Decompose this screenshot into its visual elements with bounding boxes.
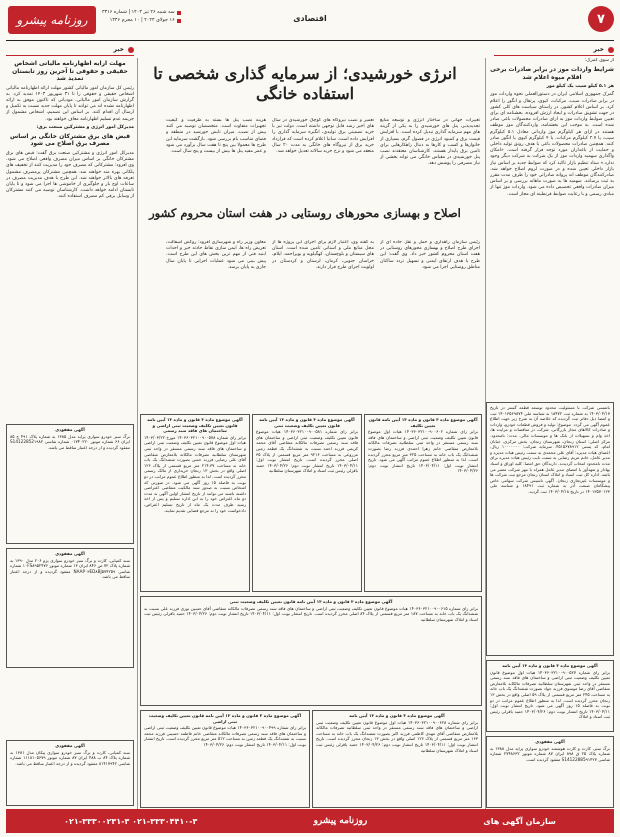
- ad-text: برابر رای شماره ۱۴۰۳۶۰۳۲۱۰۰۹۰۰۴۹۹ هیات موضوع قانون تعیین تکلیف وضعیت ثبتی اراضی و ساختمان های فاقد سند رسمی تصرفات مالکانه متقاضی خانم فاطمه حسینی فرزند محمد نسبت به ششدانگ یک قطعه زمین به مساحت ۵۱۲ متر مربع محرز گردیده است. تاریخ انتشار نوبت اول: ۱۴۰۳/۰۴/۱۱ تاریخ انتشار نوبت دوم: ۱۴۰۳/۰۴/۲۶: [144, 725, 307, 747]
- tax-title: مهلت ارایه اظهارنامه مالیاتی اشخاص حقیقی و حقوقی تا آخرین روز تابستان تمدید شد: [12, 60, 128, 82]
- roads-article-col-2: به گفته وی، اعتبار لازم برای اجرای این پروژه ها از محل منابع ملی و استانی تامین شده است. استان های سیستان و بلوچستان، کهگیلویه و بویراحمد، ایلام، خراسان جنوبی، کرمان، لرستان و کردستان در اولویت اجرای طرح قرار دارند.: [272, 240, 374, 270]
- article-subtitle: هر ۵.۱ کیلو سیب یک کیلو موز: [546, 84, 614, 90]
- solar-article-col-1: تغییرات جهانی در ساختار انرژی و توسعه منابع تجدیدپذیر، پنل های خورشیدی را به یکی از گزینه های مهم سرمایه گذاری تبدیل کرده است. با افزایش قیمت برق و کمبود انرژی در فصول گرم، بسیاری از خانوارها و کسب و کارها به دنبال راهکارهایی برای تامین برق پایدار هستند. کارشناسان معتقدند نصب پنل خورشیدی در مقیاس خانگی می تواند بخشی از نیاز مصرفی را پوشش دهد.: [380, 118, 480, 167]
- date-bullet: [177, 19, 181, 23]
- arrow-icon: [608, 47, 614, 53]
- registration-notice: [486, 660, 614, 732]
- ad-text: برابر رای شماره ۱۴۰۳۶۰۳۲۱۰۰۹۰۰۵۷۸ مورخ ۱۴۰۳/۰۳/۲۲ هیات اول موضوع قانون تعیین تکلیف وضعیت ثبتی اراضی و ساختمان های فاقد سند رسمی مستقر در واحد ثبتی شهرستان سلطانیه تصرفات مالکانه بلامعارض متقاضی آقای علی رضایی فرزند حسن بصورت ششدانگ یک باب خانه به مساحت ۲۱۴.۳۷ متر مربع قسمتی از پلاک ۱۲۶ اصلی واقع در بخش ۱۳ زنجان خریداری از مالک رسمی محرز گردیده است. لذا به منظور اطلاع عموم مراتب در دو نوبت به فاصله ۱۵ روز آگهی می شود. در صورتی که اشخاص نسبت به صدور سند مالکیت متقاضی اعتراضی داشته باشند می توانند از تاریخ انتشار اولین آگهی به مدت دو ماه اعتراض خود را به این اداره تسلیم و پس از اخذ رسید ظرف مدت یک ماه از تاریخ تسلیم اعتراض، دادخواست خود را به مرجع قضایی تقدیم نمایند.: [144, 434, 247, 513]
- second-headline: اصلاح و بهسازی محورهای روستایی در هفت استان محروم کشور: [149, 206, 461, 220]
- lost-doc-ad: [6, 548, 134, 668]
- registration-notice: [140, 710, 310, 808]
- solar-article-col-3: هزینه نصب پنل ها بسته به ظرفیت و کیفیت تجهیزات متفاوت است. متخصصان توصیه می کنند پیش از نصب، میزان تابش خورشید در منطقه و فضای مناسب بام بررسی شود. بازگشت سرمایه این طرح ها معمولا بین پنج تا هفت سال برآورد می شود و عمر مفید پنل ها بیش از بیست و پنج سال است.: [166, 118, 266, 155]
- solar-article-col-2: تعمیر و نصب نیروگاه های کوچک خورشیدی در سال های اخیر رشد قابل توجهی داشته است. دولت نیز با خرید تضمینی برق تولیدی، انگیزه سرمایه گذاری را افزایش داده است. ساتبا اعلام کرده است که قرارداد خرید برق از نیروگاه های خانگی به مدت ۲۰ سال منعقد می شود و نرخ خرید سالانه تعدیل خواهد شد.: [272, 118, 374, 155]
- ad-title: آگهی مفقودی: [55, 427, 85, 432]
- right-column-bar: [494, 46, 614, 56]
- ad-title: آگهی موضوع ماده ۳ قانون و ماده ۱۳ آیین نامه: [349, 713, 445, 718]
- page-header: [6, 4, 614, 41]
- ad-text: برابر رای شماره ۱۴۰۳۶۰۳۲۱۰۰۹۰۰۶۲۸ هیات اول موضوع قانون تعیین تکلیف وضعیت ثبتی اراضی و ساختمان های فاقد سند رسمی مستقر در واحد ثبتی سلطانیه تصرفات مالکانه بلامعارض متقاضی آقای مهدی کاظمی فرزند اکبر بصورت ششدانگ یک باب خانه به مساحت ۱۶۳ متر مربع قسمتی از پلاک ۱۲۶ اصلی واقع در بخش ۱۳ زنجان محرز گردیده است. تاریخ انتشار نوبت اول: ۱۴۰۳/۰۴/۱۱ تاریخ انتشار نوبت دوم: ۱۴۰۳/۰۴/۲۶ حمید باقرلی رئیس ثبت اسناد و املاک شهرستان سلطانیه: [316, 719, 478, 753]
- ad-title: آگهی مفقودی: [55, 743, 85, 748]
- main-headline: انرژی خورشیدی؛ از سرمایه گذاری شخصی تا استفاده خانگی: [153, 64, 457, 103]
- page-number: ۷: [588, 6, 614, 32]
- company-registration-notice: [486, 402, 614, 656]
- footer-label: سازمان آگهی های: [483, 816, 556, 826]
- date-bullet: [177, 11, 181, 15]
- ad-title: آگهی موضوع ماده ۳ قانون و ماده ۱۳ آیین نامه قانون تعیین تکلیف وضعیت ثبتی اراضی و ساختمان های فاقد سند رسمی: [147, 417, 243, 434]
- date-persian: سه شنبه ۲۶ تیر ۱۴۰۳ | شماره ۳۳۱۶: [102, 10, 175, 15]
- ad-text: برگ سبز خودرو سواری پراید مدل ۱۳۸۵ به شماره پلاک ۴۹۱ ج ۸۵ ایران ۶۶ شماره موتور ۰۱۷۴۰۲۲۰ شماره شاسی S14122852۱۹۸۲ مفقود گردیده و از درجه اعتبار ساقط می باشد.: [10, 433, 130, 450]
- column-divider: [137, 58, 138, 818]
- registration-notice: [140, 596, 482, 706]
- ads-footer-banner: [6, 809, 614, 833]
- customs-article: [490, 58, 614, 398]
- roads-article-col-1: رئیس سازمان راهداری و حمل و نقل جاده ای از اجرای طرح اصلاح و بهسازی محورهای روستایی در هفت استان محروم کشور خبر داد. وی گفت: این طرح با هدف ارتقای ایمنی و تسهیل تردد ساکنان مناطق روستایی اجرا می شود.: [380, 240, 480, 270]
- lost-doc-ad: [486, 736, 614, 808]
- left-column-bar: [6, 46, 134, 56]
- right-bar-label: خبر: [593, 46, 604, 53]
- ad-title: آگهی موضوع ماده ۳ قانون و ماده ۱۳ آیین نامه: [502, 663, 598, 668]
- ad-title: آگهی موضوع ماده ۳ قانون و ماده ۱۳ آیین نامه قانون تعیین تکلیف وضعیت ثبتی: [259, 417, 355, 428]
- energy-kicker: مدیرکل امور انرژی و مشترکین صنعت برق:: [36, 124, 134, 130]
- article-title: شرایط واردات موز در برابر صادرات برخی اقلام میوه اعلام شد: [490, 66, 614, 81]
- ad-text: برابر رای شماره ۱۴۰۳۶۰۳۲۱۰۰۹۰۰۶۰۲ هیات اول موضوع قانون تعیین تکلیف وضعیت ثبتی اراضی و ساختمان های فاقد سند رسمی مستقر در واحد ثبتی سلطانیه تصرفات مالکانه بلامعارض متقاضی خانم زهرا احمدی فرزند رضا بصورت ششدانگ یک باب خانه به مساحت ۳۲۵ متر مربع محرز گردیده است. لذا به منظور اطلاع عموم مراتب آگهی می شود. تاریخ انتشار نوبت اول: ۱۴۰۳/۰۴/۱۱ تاریخ انتشار نوبت دوم: ۱۴۰۳/۰۴/۲۶: [368, 429, 478, 474]
- ad-text: برابر رای شماره ۱۴۰۳۶۰۳۲۱۰۰۹۰۰۵۲۷ هیات اول موضوع قانون تعیین تکلیف وضعیت ثبتی اراضی و ساختمان های فاقد سند رسمی مستقر در واحد ثبتی شهرستان سلطانیه تصرفات مالکانه بلامعارض متقاضی آقای رضا موسوی فرزند جواد بصورت ششدانگ یک باب خانه به مساحت ۲۴۵ متر مربع قسمتی از پلاک ۵۹ اصلی واقع در بخش ۱۳ زنجان محرز گردیده است. لذا به منظور اطلاع عموم مراتب در دو نوبت به فاصله ۱۵ روز آگهی می شود. تاریخ انتشار نوبت اول: ۱۴۰۳/۰۴/۱۱ تاریخ انتشار نوبت دوم: ۱۴۰۳/۰۴/۲۶ حمید باقرلی رئیس ثبت اسناد و املاک: [490, 669, 611, 720]
- ad-title: آگهی موضوع ماده ۳ قانون و ماده ۱۳ آیین نامه قانون تعیین تکلیف وضعیت ثبتی: [229, 599, 393, 604]
- issue-dates: [102, 9, 181, 25]
- newspaper-logo: روزنامه پیشرو: [8, 6, 96, 34]
- ad-text: سند کمپانی، کارت و برگ سبز خودرو سواری پژو ۲۰۶ مدل ۱۳۹۰ به شماره پلاک ۷۲ ص ۸۴۶ ایران ۱۳ شماره موتور ۱۰FS۸۹۵۲۴۷۶ شماره شاسی NAAP۰۳ED۸BJ۵۷۴۲۵۹ مفقود گردیده و از درجه اعتبار ساقط می باشد.: [10, 557, 130, 580]
- date-gregorian: ۱۶ جولای ۲۰۲۴ | ۱۰ محرم ۱۴۴۶: [109, 18, 175, 23]
- ad-title: آگهی مفقودی: [55, 551, 85, 556]
- ad-title: آگهی مفقودی: [535, 739, 565, 744]
- ad-text: برابر رای شماره ۱۴۰۳۶۰۳۲۱۰۰۹۰۰۵۸۱ هیات موضوع قانون تعیین تکلیف وضعیت ثبتی اراضی و ساختمان های فاقد سند رسمی تصرفات مالکانه متقاضی آقای محمد کریمی فرزند احمد نسبت به ششدانگ یک قطعه زمین مزروعی به مساحت ۹۲۱۶ متر مربع قسمتی از پلاک ۳۵ اصلی محرز گردیده است. تاریخ انتشار نوبت اول: ۱۴۰۳/۰۴/۱۱ تاریخ انتشار نوبت دوم: ۱۴۰۳/۰۴/۲۶ حمید باقرلی رئیس ثبت اسناد و املاک شهرستان سلطانیه: [256, 429, 358, 474]
- registration-notice: [312, 710, 482, 808]
- ad-text: باتمسی شرکت با مسئولیت محدود توسعه قطعه گستر در تاریخ ۱۴۰۳/۰۴/۱۷ به شماره ثبت ۱۸۴۷۲ به شناسه ملی ۱۴۰۱۳۵۶۹۸۷۴ ثبت و امضا ذیل دفاتر ثبت گردیده که خلاصه آن به شرح زیر جهت اطلاع عموم آگهی می گردد. موضوع: تولید و فروش قطعات خودرو، واردات و صادرات کالاهای مجاز بازرگانی، شرکت در مناقصات و مزایده ها، اخذ وام و تسهیلات از بانک ها و موسسات مالی. مدت: نامحدود. مرکز اصلی: استان زنجان، شهرستان زنجان، بخش مرکزی، خیابان امام، کد پستی ۴۵۱۵۶۷۸۹۱۲. سرمایه شرکت: ۱۰۰۰۰۰۰۰ ریال. اعضای هیات مدیره: آقای علی محمدی به سمت رئیس هیات مدیره و مدیر عامل، خانم مریم رضایی به سمت نایب رئیس هیات مدیره برای مدت نامحدود انتخاب گردیدند. دارندگان حق امضا: کلیه اوراق و اسناد بهادار و تعهدآور با امضای مدیر عامل همراه با مهر شرکت معتبر می باشد. اداره کل ثبت اسناد و املاک استان زنجان مرجع ثبت شرکت ها و موسسات غیرتجاری زنجان. آگهی تاسیس شرکت سهامی خاص پیشگامان صنعت آذر به شماره ثبت ۱۸۴۹۱ و شناسه ملی ۱۴۰۱۳۵۷۰۱۲۳ در تاریخ ۱۴۰۳/۰۴/۱۸ ثبت گردید.: [490, 405, 610, 494]
- left-bar-label: خبر: [113, 46, 124, 53]
- registration-notice: [364, 414, 482, 592]
- tax-body: رئیس کل سازمان امور مالیاتی کشور مهلت ارائه اظهارنامه مالیاتی اشخاص حقیقی و حقوقی را تا ۳۱ شهریور ۱۴۰۳ تمدید کرد. به گزارش سازمان امور مالیاتی، مودیانی که تاکنون موفق به ارائه اظهارنامه نشده اند می توانند تا پایان مهلت جدید نسبت به تکمیل و ارسال آن اقدام کنند. بر اساس این تصمیم، اشخاص مشمول از جریمه عدم تسلیم اظهارنامه معاف خواهند بود.: [6, 85, 134, 122]
- article-kicker: از سوی گمرک:: [584, 58, 614, 63]
- footer-brand: روزنامه پیشرو: [313, 816, 368, 826]
- registration-notice: [140, 414, 250, 592]
- ad-text: سند کمپانی، کارت و برگ سبز خودرو سواری پیکان مدل ۱۳۸۱ به شماره پلاک ۸۴ ب ۴۸۸ ایران ۸۷ شماره موتور ۱۱۱۸۱۰۵۶۷۹ شماره شاسی ۸۱۴۱۷۹۴۲ مفقود گردیده و از درجه اعتبار ساقط می باشد.: [10, 749, 130, 766]
- section-title: اقتصادی: [293, 14, 327, 23]
- lost-doc-ad: [6, 424, 134, 544]
- arrow-icon: [128, 47, 134, 53]
- roads-article-col-3: معاون وزیر راه و شهرسازی افزود: روکش آسفالت، تعریض راه ها، ایمن سازی نقاط حادثه خیز و احداث ابنیه فنی از مهم ترین بخش های این طرح است. پیش بینی می شود عملیات اجرایی تا پایان سال جاری به پایان برسد.: [166, 240, 266, 270]
- energy-title: قبض های برق مشترکان خانگی بر اساس مصرف برق اصلاح می شود: [9, 132, 131, 148]
- tax-article: [6, 58, 134, 280]
- registration-notice: [252, 414, 362, 592]
- article-body: گمرک جمهوری اسلامی ایران در دستورالعملی نحوه واردات موز در برابر صادرات سیب، مرکبات، کیوی، پرتقال و انگور را اعلام کرد. بر اساس اعلام کشور، در راستای سیاست های کلی کشور در جهت تشویق صادرات و ایجاد ارزش افزوده، بخشنامه ای برای تعیین ضوابط واردات موز به ازای صادرات محصولات باغی صادر شده است. به موجب این بخشنامه، واردکنندگان موز موظف هستند در ازای هر کیلوگرم موز وارداتی معادل ۵.۱ کیلوگرم سیب، یا ۲.۷ کیلوگرم مرکبات، یا ۴ کیلوگرم کیوی یا انگور صادر کنند. همچنین صادرات محصولات باغی با هدف رونق تولید داخلی و حمایت از باغداران مورد توجه قرار گرفته است. «امکان واگذاری سهمیه واردات موز از یک شرکت به شرکت دیگر وجود ندارد.» ستاد تنظیم بازار تاکید کرد که ضوابط جدید بر اساس نیاز بازار داخلی تعیین شده و در صورت لزوم اصلاح خواهد شد. صادرکنندگان موظف اند پروانه صادراتی خود را ظرف مدت مقرر به ثبت برسانند. سهمیه ها به صورت ماهانه بررسی و بر اساس میزان صادرات واقعی تخصیص داده می شود. واردات موز تنها از مبادی رسمی و با رعایت ضوابط قرنطینه ای مجاز است.: [490, 92, 614, 197]
- ad-text: برگ سبز، کارت و کارت هوشمند خودرو سواری پراید مدل ۱۳۸۸ به شماره پلاک ۲۵ ق ۸۹۸ ایران ۸۷ شماره موتور ۲۷۴۸۶۳۲ شماره شاسی S14122885۹۱۴۲۷ مفقود گردیده است.: [490, 745, 610, 762]
- energy-body: مدیرکل امور انرژی و مشترکین صنعت برق گفت: قبض های برق مشترکان خانگی بر اساس میزان مصرف واقعی اصلاح می شود. وی افزود: مشترکانی که مصرف خود را مدیریت کنند از تخفیف های پلکانی بهره مند خواهند شد. همچنین مشترکان پرمصرف مشمول تعرفه های بالاتر خواهند شد. این طرح با هدف مدیریت مصرف در ساعات اوج بار و جلوگیری از خاموشی ها اجرا می شود و تا پایان تابستان ادامه خواهد داشت. کارشناسان توصیه می کنند مشترکان از وسایل برقی کم مصرف استفاده کنند.: [6, 150, 134, 200]
- lost-doc-ad: [6, 740, 134, 806]
- ad-title: آگهی موضوع ماده ۳ قانون و ماده ۱۳ آیین نامه قانون تعیین تکلیف: [368, 417, 478, 428]
- ad-title: آگهی موضوع ماده ۳ قانون و ماده ۱۳ آیین نامه قانون تعیین تکلیف وضعیت ثبتی اراضی: [148, 713, 302, 724]
- ad-text: برابر رای شماره ۱۴۰۳۶۰۳۲۱۰۰۹۰۰۶۱۵ هیات موضوع قانون تعیین تکلیف وضعیت ثبتی اراضی و ساختمان های فاقد سند رسمی تصرفات مالکانه متقاضی آقای حسین نوری فرزند علی نسبت به ششدانگ یک باب خانه به مساحت ۱۸۷ متر مربع قسمتی از پلاک ۸۴ اصلی محرز گردیده است. تاریخ انتشار نوبت اول: ۱۴۰۳/۰۴/۱۱ تاریخ انتشار نوبت دوم: ۱۴۰۳/۰۴/۲۶ حمید باقرلی رئیس ثبت اسناد و املاک شهرستان سلطانیه: [144, 605, 479, 622]
- footer-phones: ۰۲۱-۳۳۳۰۴۴۱۰-۳ ۰۲۱-۳۳۳۰۰۲۳۱-۳: [64, 816, 198, 826]
